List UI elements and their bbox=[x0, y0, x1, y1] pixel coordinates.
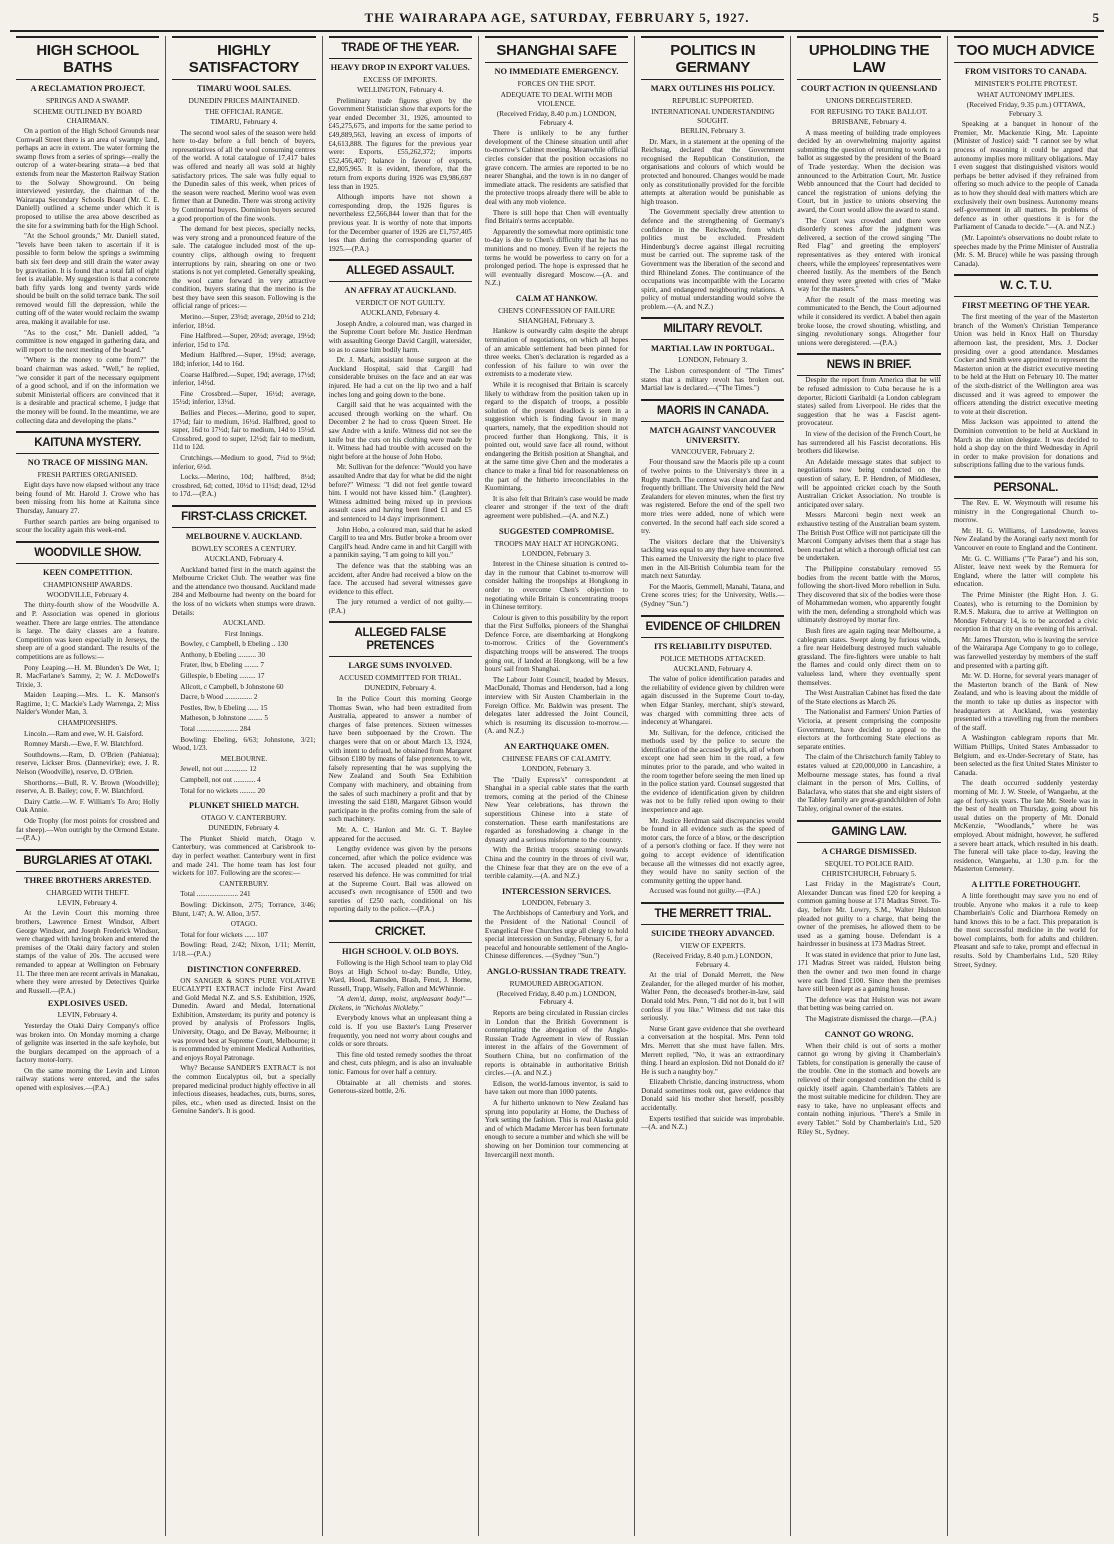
paragraph: With the British troops steaming towards China and the country in the throes of civil war, the Chinese fear that they are on the eve of a terrible calamity.—(A. and N.Z.) bbox=[484, 846, 629, 881]
deck: ITS RELIABILITY DISPUTED. bbox=[653, 641, 772, 651]
headline: POLITICS IN GERMANY bbox=[641, 36, 784, 80]
paragraph: Why? Because SANDER'S EXTRACT is not the common Eucalyptus oil, but a specially prepared medicinal product highly effective in all infectious diseases, headaches, cuts, burns, sores, piles, etc., when used as directed. Insist on the Genuine Sander's. It is good. bbox=[172, 1064, 316, 1116]
paragraph: Experts testified that suicide was improbable.—(A. and N.Z.) bbox=[641, 1114, 785, 1132]
headline: HIGH SCHOOL BATHS bbox=[16, 36, 159, 80]
dateline: SHANGHAI, February 3. bbox=[518, 315, 595, 325]
deck: SUICIDE THEORY ADVANCED. bbox=[651, 928, 775, 938]
paragraph: It was stated in evidence that prior to June last, 171 Madras Street was raided, Hulston being then the owner and two men found in charge were each fined £100. Since then the premises have still been kept as a gaming house. bbox=[797, 950, 941, 994]
dateline: LONDON, February 3. bbox=[522, 897, 591, 907]
headline: ALLEGED FALSE PRETENCES bbox=[329, 621, 472, 657]
article-evidence-children bbox=[641, 615, 784, 896]
deck: HEAVY DROP IN EXPORT VALUES. bbox=[330, 63, 470, 72]
paragraph: Obtainable at all chemists and stores. Generous-sized bottle, 2/6. bbox=[328, 1078, 472, 1096]
bowling-line: Bowling: Ebeling, 6/63; Johnstone, 3/21; Wood, 1/23. bbox=[172, 735, 316, 753]
paragraph: While it is recognised that Britain is scarcely likely to withdraw from the position taken up in regard to the dispatch of troops, a possible solution of the present deadlock is seen in a suggestion which is finding favour in many quarters, namely, that the expedition should not proceed further than Hongkong. This, it is pointed out, would save face all round, without endangering the British position at Shanghai, and at the same time give Chen and the moderates a chance to make a final bid for reasonableness on the part of the hitherto irreconcilables in the Kuomintang. bbox=[484, 381, 629, 493]
headline: CRICKET. bbox=[329, 920, 472, 943]
paragraph: Everybody knows what an unpleasant thing a cold is. If you use Baxter's Lung Preserver frequently, you need not worry about coughs and colds or sore throats. bbox=[328, 1014, 472, 1049]
headline: MAORIS IN CANADA. bbox=[641, 399, 784, 422]
paragraph: Dr. J. Mark, assistant house surgeon at the Auckland Hospital, said that Cargill had considerable bruises on the face and an ear was injured. He had a cut on the lip two and a half inches long and going down to the bone. bbox=[328, 356, 472, 399]
paragraph: A mass meeting of building trade employees decided by an overwhelming majority against submitting the question of returning to work to a ballot as suggested by the president of the Board of Trade yesterday. When the decision was announced to the Arbitration Court, Mr. Justice Webb announced that the Court had decided to cancel the registration of unions defying the Court, but in justice to unions observing the award, the Court would allow the award to stand. bbox=[797, 128, 941, 214]
bowling-line: Bowling: Read, 2/42; Nixon, 1/11; Merritt, 1/18.—(P.A.) bbox=[172, 941, 316, 958]
score-total: Total for four wickets ...... 107 bbox=[180, 930, 268, 939]
deck: SUGGESTED COMPROMISE. bbox=[499, 526, 614, 536]
paragraph: The West Australian Cabinet has fixed the date of the State elections as March 26. bbox=[797, 689, 941, 706]
article-high-school-baths bbox=[16, 36, 159, 425]
score-line: Bowley, c Campbell, b Ebeling .. 130 bbox=[180, 640, 289, 649]
subdeck: BOWLEY SCORES A CENTURY. bbox=[191, 543, 297, 553]
paragraph: Mr. James Thurston, who is leaving the service of the Wairarapa Age Company to go to college, was farewelled yesterday by members of the staff and presented with a parting gift. bbox=[953, 635, 1098, 670]
dateline: AUCKLAND, February 4. bbox=[204, 553, 284, 563]
deck: A RECLAMATION PROJECT. bbox=[30, 84, 145, 93]
deck: A LITTLE FORETHOUGHT. bbox=[971, 879, 1081, 889]
paragraph: Edison, the world-famous inventor, is said to have taken out more than 1000 patents. bbox=[484, 1079, 629, 1097]
paragraph: The thirty-fourth show of the Woodville A. and P. Association was opened in glorious weather. There are large entries. The attendance is large. The dairy classes are a feature. Competition was keen especially in Jerseys, the sheep are of a good standard. The results of the competitions are as follows:— bbox=[16, 601, 160, 661]
dateline: LONDON, February 3. bbox=[678, 355, 748, 365]
deck: CALM AT HANKOW. bbox=[515, 293, 598, 303]
paragraph: Dairy Cattle.—W. F. William's To Aro; Holly Oak Annie. bbox=[16, 797, 160, 815]
subdeck: CHINESE FEARS OF CALAMITY. bbox=[501, 754, 612, 763]
paragraph: (Mr. Lapointe's observations no doubt relate to speeches made by the Prime Minister of Australia (Mr. S. M. Bruce) while he was passing through Canada). bbox=[953, 233, 1098, 268]
score-total: Total ....................... 284 bbox=[180, 725, 251, 734]
paragraph: Lengthy evidence was given by the persons concerned, after which the police evidence was taken. The accused pleaded not guilty, and reserved his defence. He was committed for trial at the Supreme Court. Bail was allowed on accused's own recognisance of £500 and two sureties of £250 each, conditional on his reporting daily to the police.—(P.A.) bbox=[328, 845, 472, 914]
paragraph: The Magistrate dismissed the charge.—(P.A.) bbox=[805, 1015, 937, 1024]
bowling-line: Bowling: Dickinson, 2/75; Torrance, 3/46; Blunt, 1/47; A. W. Alloo, 3/57. bbox=[172, 900, 316, 918]
dateline: (Received Friday, 8.40 p.m.) LONDON, February 4. bbox=[496, 988, 617, 1007]
article-woodville-show bbox=[16, 541, 159, 843]
deck: MARX OUTLINES HIS POLICY. bbox=[650, 84, 775, 93]
article-little-forethought bbox=[954, 880, 1098, 969]
paragraph: Four thousand saw the Maoris pile up a count of twelve points to the University's three in a Rugby match. The contest was clean and fast and frequently brilliant. The University held the New Zealanders for eleven minutes, when the first try was registered. Before the end of the spell two more tries were added, none of which were converted. In the second half each side scored a try. bbox=[641, 458, 785, 536]
article-suggested-compromise bbox=[485, 527, 628, 736]
team-label: AUCKLAND. bbox=[222, 619, 265, 628]
paragraph: A little forethought may save you no end of trouble. Anyone who makes it a rule to keep Chamberlain's Colic and Diarrhoea Remedy on hand knows this to be a fact. This preparation is the most successful medicine in the world for bowel complaints, both for adults and children. Pleasant and safe to take, prompt and effectual in results. Sold by Chamberlains Ltd., 520 Riley Street, Sydney. bbox=[953, 891, 1098, 969]
paragraph: "Where is the money to come from?" the board chairman was asked. "Well," he replied, "we consider it part of the necessary equipment of a good school, and if on the information we submit Ministerial officers are convinced that it is a desirable and practical scheme, I judge that the money will be found. In the meantime, we are collecting data and developing the plans." bbox=[16, 356, 160, 425]
headline: UPHOLDING THE LAW bbox=[797, 36, 940, 80]
paragraph: Hankow is outwardly calm despite the abrupt termination of negotiations, on which all hopes of an amicable settlement had been pinned for three weeks. Chen's declaration is regarded as a confession of his failure to win over the extremists to a moderate view. bbox=[484, 327, 629, 379]
subdeck: SPRINGS AND A SWAMP. bbox=[45, 96, 130, 105]
headline: MILITARY REVOLT. bbox=[641, 317, 784, 340]
headline: HIGHLY SATISFACTORY bbox=[172, 36, 315, 80]
headline: EVIDENCE OF CHILDREN bbox=[641, 615, 784, 638]
subdeck: FORCES ON THE SPOT. bbox=[517, 79, 596, 88]
paragraph: Bush fires are again raging near Melbourne, a cablegram states. Swept along by furious winds, a fire near Heidelburg destroyed much valuable grassland. The fire-fighters were unable to halt the flames and could only direct them on to valueless land, where they eventually spent themselves. bbox=[797, 627, 941, 687]
paragraph: ON SANGER & SON'S PURE VOLATIVE EUCALYPTI EXTRACT include First Award and Gold Medal N.Z. and S.S. Exhibition, 1926, Dunedin. Award and Medal, International Exhibition, Amsterdam; its purity and potency is proved by analysis of Professors Inglis, University, Otago, and De Bavay, Melbourne; it was proved best at Supreme Court, Melbourne; it is recommended by eminent Medical Authorities, and enjoys Royal Patronage. bbox=[172, 976, 316, 1062]
paragraph: Crutchings.—Medium to good, 7½d to 9½d; inferior, 6½d. bbox=[172, 453, 316, 471]
paragraph: Accused was found not guilty.—(P.A.) bbox=[649, 887, 761, 896]
paragraph: Dr. Marx, in a statement at the opening of the Reichstag, declared that the Government recognised the Republican Constitution, the organisations and colours of which would be protected and honoured. Changes would be made only as constitutionally provided for the forcible attempts at alteration would be punishable as high treason. bbox=[641, 137, 785, 206]
headline: FIRST-CLASS CRICKET. bbox=[172, 505, 315, 528]
paragraph: Fine Halfbred.—Super, 20½d; average, 19½d; inferior, 15d to 17d. bbox=[172, 332, 316, 349]
headline: SHANGHAI SAFE bbox=[485, 36, 628, 63]
paragraph: The Government specially drew attention to defence and the strengthening of Germany's confidence in the Reichswehr, from which politics must be excluded. President Hindenburg's decree against illegal recruiting must be carried out. The supreme task of the Government was the liberation of the second and third Rhineland Zones. The continuance of the occupations was incompatible with the Locarno spirit, and endangered neighbouring relations. A policy of mutual understanding would solve the problem.—(A. and N.Z.) bbox=[641, 208, 785, 311]
score-line: Anthony, b Ebeling .......... 30 bbox=[180, 650, 266, 659]
paragraph: The Archbishops of Canterbury and York, and the President of the National Council of Evangelical Free Churches urge all clergy to hold special intercession on Sunday, February 6, for a peaceful and honourable settlement of the Anglo-Chinese differences. —(Sydney "Sun.") bbox=[484, 909, 629, 961]
paragraph: After the result of the mass meeting was communicated to the Bench, the Court adjourned while it considered its verdict. A babel then again broke loose, the crowd shouting, whistling, and singing revolutionary songs. Altogether four unions were deregistered. —(P.A.) bbox=[797, 295, 941, 347]
masthead bbox=[10, 6, 1104, 32]
paragraph: "As to the cost," Mr. Daniell added, "a committee is now engaged in gathering data, and will report to the next meeting of the board." bbox=[16, 328, 160, 354]
subdeck: EXCESS OF IMPORTS. bbox=[363, 75, 438, 84]
subdeck: CHAMPIONSHIP AWARDS. bbox=[43, 579, 133, 589]
article-military-revolt bbox=[641, 317, 784, 392]
score-line: Dacre, b Wood ............... 2 bbox=[180, 693, 258, 702]
dateline: TIMARU, February 4. bbox=[210, 117, 278, 126]
paragraph: Mr. A. C. Hanlon and Mr. G. T. Baylee appeared for the accused. bbox=[328, 825, 472, 843]
subdeck: POLICE METHODS ATTACKED. bbox=[660, 653, 766, 663]
paragraph: Cargill said that he was acquainted with the accused through working on the wharf. On December 2 he had to cross Queen Street. He saw Andre with a knife. Witness did not see the knife but the cuts on his clothing were made by it. Witness had had trouble with accused on the night before at the house of John Hobo. bbox=[328, 401, 472, 461]
paragraph: The defence was that Hulston was not aware that betting was being carried on. bbox=[797, 995, 941, 1013]
deck: LARGE SUMS INVOLVED. bbox=[348, 661, 452, 671]
paragraph: An Adelaide message states that subject to negotiations now being conducted on the question of salary, E. P. Hendren, of Middlesex, will be appointed cricket coach by the South Australian Cricket Association. No trouble is anticipated over salary. bbox=[797, 457, 941, 509]
column-5 bbox=[635, 36, 791, 1536]
masthead-title: THE WAIRARAPA AGE, SATURDAY, FEBRUARY 5, 1927. bbox=[364, 10, 750, 25]
article-cannot-go-wrong bbox=[797, 1030, 940, 1137]
paragraph: Mr. Sullivan, for the defence, criticised the methods used by the police to secure the identification of the accused by girls, all of whom except one had seen him in the road, a few minutes prior to the parade, and who waited in the room together before seeing the men lined up in the police station yard. Counsel suggested that the evidence of identification given by children was not to be fully relied upon owing to their inexperience and age. bbox=[641, 728, 785, 815]
paragraph: The Prime Minister (the Right Hon. J. G. Coates), who is returning to the Dominion by R.M.S. Makura, due to arrive at Wellington on Monday February 14, is to be accorded a civic reception in that city on the evening of his arrival. bbox=[953, 590, 1098, 634]
deck: FIRST MEETING OF THE YEAR. bbox=[961, 301, 1090, 311]
headline: TOO MUCH ADVICE bbox=[954, 36, 1098, 63]
subdeck: THE OFFICIAL RANGE. bbox=[204, 107, 284, 116]
subdeck: SCHEME OUTLINED BY BOARD CHAIRMAN. bbox=[33, 107, 143, 125]
paragraph: Mr. Justice Herdman said discrepancies would be found in all evidence such as the speed of motor cars, the force of a blow, or the description of a person's clothing or face. If they were not going to accept evidence of identification because all the witnesses did not exactly agree, they would have no sanity section of the community getting the upper hand. bbox=[641, 816, 785, 885]
dateline: BRISBANE, February 4. bbox=[831, 117, 907, 126]
dateline: (Received Friday, 8.40 p.m.) LONDON, February 4. bbox=[652, 950, 773, 969]
paragraph: Last Friday in the Magistrate's Court, Alexander Duncan was fined £20 for keeping a common gaming house at 171 Madras Street. To-day, before Mr. Lowry, S.M., Walter Hulston pleaded not guilty to a charge, that being the owner of the premises, he allowed them to be used as a gaming house. Defendant is a hairdresser in business at 173 Madras Street. bbox=[797, 880, 941, 949]
deck: FROM VISITORS TO CANADA. bbox=[964, 67, 1087, 76]
subdeck: DUNEDIN PRICES MAINTAINED. bbox=[188, 96, 300, 105]
subdeck: INTERNATIONAL UNDERSTANDING SOUGHT. bbox=[651, 107, 775, 125]
score-line: Postles, lbw, b Ebeling ...... 15 bbox=[180, 703, 268, 712]
paragraph: Reports are being circulated in Russian circles in London that the British Government is contemplating the abrogation of the Anglo-Russian Trade Agreement in view of Russian interest in the affairs of the Government of Southern China, but no confirmation of the reports is obtainable in authoritative British circles.—(A. and N.Z.) bbox=[484, 1009, 629, 1078]
paragraph: Mr. Sullivan for the defence: "Would you have assaulted Andre that day for what he did the night before?" Witness: "I did not feel gentle toward him. I would not have kissed him." (Laughter). Witness admitted being mixed up in previous assault cases and having been fined £1 and £5 and sentenced to 14 days' imprisonment. bbox=[328, 463, 472, 523]
deck: ANGLO-RUSSIAN TRADE TREATY. bbox=[486, 966, 627, 976]
paragraph: It is also felt that Britain's case would be made clearer and stronger if the text of the draft agreement were published.—(A. and N.Z.) bbox=[484, 494, 629, 520]
paragraph: Auckland batted first in the match against the Melbourne Cricket Club. The weather was fine and the attendance two thousand. Auckland made 284 and Melbourne had twenty on the board for the loss of no wickets when stumps were drawn. Details: bbox=[172, 565, 316, 617]
paragraph: For the Maoris, Gemmell, Manahi, Tatana, and Crene scores tries; for the University, Wells.—(Sydney "Sun.") bbox=[641, 582, 785, 608]
deck: KEEN COMPETITION. bbox=[42, 567, 133, 577]
score-total: Total for no wickets ......... 20 bbox=[180, 786, 265, 795]
score-line: Gillespie, b Ebeling ......... 17 bbox=[180, 672, 265, 681]
deck: A CHARGE DISMISSED. bbox=[821, 846, 917, 856]
deck: DISTINCTION CONFERRED. bbox=[187, 964, 301, 974]
paragraph: On a portion of the High School Grounds near Cornwall Street there is an area of swampy land, perhaps an acre in extent. The water forming the swamp flows from a series of springs—really the outcrop of a water-bearing strata—a bed that extends from near the Masterton Railway Station to the Solway Showground. On being interviewed yesterday, the chairman of the Wairarapa Secondary Schools Board (Mr. C. E. Daniell) outlined a scheme under which it is proposed to utilise the area above described as the site for a swimming bath for the High School. bbox=[16, 127, 160, 230]
deck: AN EARTHQUAKE OMEN. bbox=[504, 742, 609, 751]
headline: GAMING LAW. bbox=[797, 820, 940, 843]
paragraph: When their child is out of sorts a mother cannot go wrong by giving it Chamberlain's Tablets, for constipation is generally the cause of the trouble. One in the stomach and bowels are relieved of their congested condition the child is quickly itself again. Chamberlain's Tablets are the most suitable medicine for children. They are easy to take, have no unpleasant effects and contain nothing injurious. "There's a Smile in every Tablet." Sold by Chamberlain's Ltd., 520 Riley St., Sydney. bbox=[797, 1041, 941, 1136]
paragraph: Following is the High School team to play Old Boys at High School to-day: Bundle, Utley, Ward, Hood, Ramsden, Brash, Fenst, J. Horne, Russell, Trapp, Wisely, Fallon and McWhinnie. bbox=[328, 958, 472, 993]
article-trade-of-year bbox=[329, 36, 472, 253]
subdeck: WHAT AUTONOMY IMPLIES. bbox=[976, 90, 1075, 99]
paragraph: Elizabeth Christie, dancing instructress, whom Donald sometimes took out, gave evidence that Donald said his mother shot herself, possibly accidentally. bbox=[641, 1078, 785, 1113]
headline: BURGLARIES AT OTAKI. bbox=[16, 849, 159, 872]
dateline: CHRISTCHURCH, February 5. bbox=[821, 868, 917, 878]
paragraph: At the Levin Court this morning three brothers, Lawrence Ernest Windsor, Albert George Windsor, and Joseph Frederick Windsor, were charged with having broken and entered the premises of the Otaki dairy factory and stolen stamps of the value of 20s. The accused were remanded to appear at Wellington on February 11. The three men are recent arrivals in Manakau, where they were arrested by Detectives Quirke and Russell.—(P.A.) bbox=[16, 909, 160, 995]
article-anglo-russian-trade bbox=[485, 967, 628, 1159]
subdeck: ACCUSED COMMITTED FOR TRIAL. bbox=[338, 673, 462, 683]
headline: W. C. T. U. bbox=[954, 274, 1098, 297]
paragraph: There is unlikely to be any further development of the Chinese situation until after to-morrow's Cabinet meeting. Meanwhile official circles consider that the position occasions no grave concern. The armies are reported to be no nearer Shanghai, and the town is in no danger of immediate attack. The residents are satisfied that the protective troops already there will be able to deal with any mob violence. bbox=[484, 129, 629, 206]
paragraph: Ode Trophy (for most points for crossbred and fat sheep).—Won outright by the Ormond Estate.—(P.A.) bbox=[16, 817, 160, 843]
dateline: LONDON, February 3. bbox=[522, 764, 591, 773]
paragraph: Locks.—Merino, 10d; halfbred, 8½d; crossbred, 6d; cotted, 10½d to 11½d; dead, 12½d to 17d.—(P.A.) bbox=[172, 473, 316, 499]
dateline: WELLINGTON, February 4. bbox=[356, 85, 444, 94]
paragraph: Merino.—Super, 23½d; average, 20½d to 21d; inferior, 18½d. bbox=[172, 313, 316, 330]
dateline: DUNEDIN, February 4. bbox=[364, 683, 436, 693]
paragraph: Apparently the somewhat more optimistic tone to-day is due to Chen's difficulty that he has no munitions and no money. Even if he rejects the terms he would be powerless to carry on for a prolonged period. The hope is expressed that he will eventually disregard Moscow.—(A. and N.Z.) bbox=[484, 227, 629, 288]
deck: NO IMMEDIATE EMERGENCY. bbox=[494, 67, 619, 76]
dateline: LEVIN, February 4. bbox=[57, 897, 118, 907]
paragraph: Medium Halfbred.—Super, 19½d; average, 18d; inferior, 14d to 16d. bbox=[172, 351, 316, 369]
column-4 bbox=[479, 36, 635, 1536]
paragraph: Nurse Grant gave evidence that she overheard a conversation at the hospital. Mrs. Penn told Mrs. Merrett that she must have fallen. Mrs. Merrett replied, "No, it was an extraordinary thing. I heard an explosion. Did not Donald do it? He is such a naughty boy." bbox=[641, 1024, 785, 1076]
subdeck: FOR REFUSING TO TAKE BALLOT. bbox=[810, 107, 928, 116]
subdeck: SEQUEL TO POLICE RAID. bbox=[824, 858, 914, 868]
deck: CANNOT GO WRONG. bbox=[824, 1029, 914, 1039]
deck: PLUNKET SHIELD MATCH. bbox=[189, 801, 299, 811]
paragraph: Shorthorns.—Bull, R. V. Brown (Woodville); reserve, A. B. Bailey; cow, F. W. Blatchford. bbox=[16, 778, 160, 796]
deck: COURT ACTION IN QUEENSLAND bbox=[800, 84, 938, 93]
deck: EXPLOSIVES USED. bbox=[47, 999, 128, 1009]
score-line: Frater, lbw, b Ebeling ........ 7 bbox=[180, 661, 264, 670]
article-upholding-law bbox=[797, 36, 940, 347]
team-label: MELBOURNE. bbox=[220, 754, 268, 763]
subdeck: VERDICT OF NOT GUILTY. bbox=[355, 298, 446, 308]
deck: MARTIAL LAW IN PORTUGAL. bbox=[651, 344, 775, 354]
dateline: VANCOUVER, February 2. bbox=[671, 446, 755, 456]
article-timaru-wool bbox=[172, 36, 315, 499]
paragraph: Mr. G. C. Williams ("Te Parae") and his son, Alister, leave next week by the Remuera for England, where the latter will complete his education. bbox=[953, 554, 1098, 589]
deck: THREE BROTHERS ARRESTED. bbox=[23, 875, 152, 885]
paragraph: In view of the decision of the French Court, he has surrendered all his Fascist decorations. His brothers did likewise. bbox=[797, 430, 941, 456]
article-calm-hankow bbox=[485, 294, 628, 521]
paragraph: Messrs Marconi begin next week an exhaustive testing of the Australian beam system. The British Post Office will not participate till the Marconi Company advises them that a stage has been reached at which a thorough official test can be undertaken. bbox=[797, 511, 941, 563]
article-false-pretences bbox=[329, 621, 472, 913]
paragraph: Fine Crossbred.—Super, 16½d; average, 15½d; inferior, 13½d. bbox=[172, 389, 316, 407]
article-maoris-canada bbox=[641, 399, 784, 609]
paragraph: On the same morning the Levin and Linton railway stations were entered, and the safes opened with explosives.—(P.A.) bbox=[16, 1066, 160, 1093]
subdeck: TROOPS MAY HALT AT HONGKONG. bbox=[494, 538, 619, 548]
paragraph: The value of police identification parades and the reliability of evidence given by children were again discussed in the Supreme Court to-day, when Edgar Stanley, merchant, ship's steward, was charged with committing three acts of indecency at Whangarei. bbox=[641, 675, 785, 727]
deck: INTERCESSION SERVICES. bbox=[501, 886, 612, 896]
paragraph: The Nationalist and Farmers' Union Parties of Victoria, at present comprising the composite Government, have decided to appeal to the electors at the forthcoming State elections as separate entities. bbox=[797, 708, 941, 751]
deck: MELBOURNE V. AUCKLAND. bbox=[185, 531, 302, 541]
subdeck: UNIONS DEREGISTERED. bbox=[825, 96, 913, 105]
article-intercession-services bbox=[485, 887, 628, 961]
dateline: WOODVILLE, February 4. bbox=[46, 589, 129, 599]
paragraph: Further search parties are being organised to scour the locality again this week-end. bbox=[16, 517, 160, 535]
paragraph: The first meeting of the year of the Masterton branch of the Women's Christian Temperance Union was held in Knox Hall on Thursday afternoon last, the president, Mrs. J. Docker presiding over a good attendance. Mesdames Cocker and Smith were appointed to represent the Masterton union at the district executive meeting to be held at the Hutt on February 10. The matter of the sixth-district of the Wellington area was discussed and it was agreed to empower the officers attending the district executive meeting to vote at their discretion. bbox=[953, 313, 1098, 416]
article-news-in-brief bbox=[797, 353, 940, 813]
paragraph: Although imports have not shown a corresponding drop, the 1926 figures is nevertheless £2,566,844 lower than that for the previous year. It is worthy of note that imports for the December quarter of 1926 are £1,757,405 less than during the corresponding quarter of 1925.—(P.A.) bbox=[328, 193, 472, 253]
paragraph: Colour is given to this possibility by the report that the First Suffolks, pioneers of the Shanghai Defence Force, are disembarking at Hongkong to-morrow. Critics of the Government's dispatching troops will be answered. The troops going out, if landed at Hongkong, will be a few hours' sail from Shanghai. bbox=[484, 613, 629, 674]
paragraph: Bellies and Pieces.—Merino, good to super, 17½d; fair to medium, 16½d. Halfbred, good to super, 16d to 17½d; fair to medium, 14d to 15½d. Crossbred, good to super, 12½d; fair to medium, 11d to 12d. bbox=[172, 409, 316, 452]
paragraph: The visitors declare that the University's tackling was equal to any they have encountered. This earned the University the right to place five men in the All-British Columbia team for the match next Saturday. bbox=[641, 537, 785, 581]
paragraph: Southdowns.—Ram, D. O'Brien (Pahiatua); reserve, Lickser Bros. (Dannevirke); ewe, J. R. Nelson (Woodville), reserve, D. O'Brien. bbox=[16, 750, 160, 777]
article-first-class-cricket bbox=[172, 505, 315, 795]
article-distinction-advert bbox=[172, 965, 315, 1117]
paragraph: The "Daily Express's" correspondent at Shanghai in a special cable states that the earth tremors, coming at the period of the Chinese New Year celebrations, has thrown the superstitious Chinese into a state of consternation. These earth manifestations are regarded as foreshadowing a change in the dynasty and a serious misfortune to the country. bbox=[484, 775, 629, 844]
article-burglaries-otaki bbox=[16, 849, 159, 1093]
paragraph: John Hobo, a coloured man, said that he asked Cargill to tea and Mrs. Butler broke a broom over Cargill's head. Andre came in and hit Cargill with a pannikin saying, "I am going to kill you." bbox=[328, 525, 472, 560]
subdeck: CHEN'S CONFESSION OF FAILURE bbox=[498, 305, 615, 315]
score-line: Campbell, not out ............ 4 bbox=[180, 776, 261, 784]
paragraph: The second wool sales of the season were held here to-day before a full bench of buyers, representatives of all the wool consuming centres of the world. A total catalogue of 17,417 bales was offered and nearly all was sold at highly satisfactory prices. The sale was fully equal to the Dunedin sales of this week, when prices of the season were reached. Merino wool was even firmer than at Dunedin. There was strong activity by Continental buyers. Dominion buyers secured a good proportion of the fine wools. bbox=[172, 128, 316, 223]
score-line: Matheson, b Johnstone ........ 5 bbox=[180, 714, 268, 723]
headline: TRADE OF THE YEAR. bbox=[329, 36, 472, 59]
dateline: LEVIN, February 4. bbox=[57, 1010, 118, 1020]
paragraph: This fine old tested remedy soothes the throat and chest, cuts phlegm, and is also an invaluable tonic. Famous for over half a century. bbox=[328, 1050, 472, 1077]
paragraph: The demand for best pieces, specially necks, was very strong and a pronounced feature of the sale. The catalogue included most of the up-country clips, although owing to frequent interruptions by rain, shearing on one or two stations is not yet completed. Generally speaking, the wool came forward in very attractive condition, buyers stating that the merino is the best they have seen this season. Following is the official range of prices:— bbox=[172, 225, 316, 311]
paragraph: The death occurred suddenly yesterday morning of Mr. J. W. Steele, of Wangaehu, at the age of forty-six years. The late Mr. Steele was in the best of health on Thursday, going about his usual duties on the property of Mr. Donald McKenzie, "Woodlands," where he was employed. About midnight, however, he suffered a severe heart attack, which resulted in his death. The funeral will take place to-day, leaving the residence, Wangaehu, at 1.30 p.m. for the Masterton Cemetery. bbox=[953, 779, 1098, 874]
deck: MATCH AGAINST VANCOUVER UNIVERSITY. bbox=[649, 425, 776, 445]
article-cricket bbox=[329, 920, 472, 1096]
article-plunket-shield bbox=[172, 801, 315, 958]
deck: TIMARU WOOL SALES. bbox=[196, 84, 291, 93]
paragraph: There is still hope that Chen will eventually find Britain's terms acceptable. bbox=[484, 208, 629, 226]
subdeck: RUMOURED ABROGATION. bbox=[509, 978, 604, 988]
paragraph: The jury returned a verdict of not guilty.—(P.A.) bbox=[328, 598, 472, 615]
article-gaming-law bbox=[797, 820, 940, 1024]
paragraph: A fur hitherto unknown to New Zealand has sprung into popularity at Home, the Duchess of York setting the fashion. This is real Alaska gold and of which Madame Mercer has been fortunate enough to secure a number and which she will be showing on her Dominion tour commencing at Invercargill next month. bbox=[484, 1099, 629, 1159]
paragraph: A Washington cablegram reports that Mr. William Phillips, United States Ambassador to Belgium, and ex-Under-Secretary of State, has been selected as the first United States Minister to Canada. bbox=[953, 734, 1098, 777]
deck: NO TRACE OF MISSING MAN. bbox=[27, 458, 148, 468]
article-earthquake-omen bbox=[485, 742, 628, 881]
subdeck: OTAGO V. CANTERBURY. bbox=[201, 813, 287, 823]
column-3 bbox=[323, 36, 479, 1536]
paragraph: Eight days have now elapsed without any trace being found of Mr. Harold J. Crowe who has been missing from his home at Kaituna since Thursday, January 27. bbox=[16, 481, 160, 515]
paragraph: The Lisbon correspondent of "The Times" states that a military revolt has broken out. Martial law is declared.—("The Times.") bbox=[641, 367, 785, 393]
headline: THE MERRETT TRIAL. bbox=[641, 902, 784, 925]
headline: KAITUNA MYSTERY. bbox=[16, 431, 159, 454]
paragraph: Speaking at a banquet in honour of the Premier, Mr. Mackenzie King, Mr. Lapointe (Minister of Justice) said: "I cannot see by what process of reasoning it could be argued that autonomy implies more military obligations. May I even suggest that distinguished visitors would perhaps be better advised if they refrained from offering so much advice to the people of Canada as to how they should deal with matters which are exclusively their own business. Autonomy means self-government in all matters. In problems of defence as in other questions it is for the Parliament of Canada to decide."—(A. and N.Z.) bbox=[953, 120, 1098, 232]
article-too-much-advice bbox=[954, 36, 1098, 268]
paragraph: The Philippine constabulary removed 55 bodies from the recent battle with the Moros, following the short-lived Moro rebellion in Sulu. They discovered that six of the bodies were those of Mohammedan women, who apparently fought with the men, defending a stronghold which was ultimately destroyed by mortar fire. bbox=[797, 564, 941, 625]
dateline: LONDON, February 3. bbox=[522, 548, 591, 558]
column-7 bbox=[948, 36, 1104, 1536]
paragraph: Yesterday the Otaki Dairy Company's office was broken into. On Monday morning a charge of gelignite was inserted in the safe keyhole, but the burglars decamped on the approach of a factory motor-lorry. bbox=[16, 1021, 160, 1065]
paragraph: The defence was that the stabbing was an accident, after Andre had received a blow on the face. The accused had several witnesses gave evidence to this effect. bbox=[328, 561, 472, 596]
article-wctu bbox=[954, 274, 1098, 470]
article-shanghai-safe bbox=[485, 36, 628, 288]
paragraph: Despite the report from America that he will be refused admission to Cuba because he is a deporter, Riciotti Garibaldi (a London cablegram states) sailed from Liverpool. He rides that the suggestion that he was a Fascist agent-provocateur. bbox=[797, 376, 941, 428]
subdeck: ADEQUATE TO DEAL WITH MOB VIOLENCE. bbox=[500, 90, 613, 108]
paragraph: Interest in the Chinese situation is centred to-day in the rumour that Cabinet to-morrow will consider halting the troopships at Hongkong in order to overcome Chen's objection to negotiating while Britain is concentrating troops in Chinese territory. bbox=[484, 560, 629, 612]
paragraph: "At the School grounds," Mr. Daniell stated, "levels have been taken to ascertain if it is possible to form below the springs a swimming bath six feet deep and still drain the water away by gravitation. It is found that a total fall of eight feet is available. My suggestion is that a concrete bath fifty yards long and twenty yards wide should be built on the solid terrace bank. The soil removed would fill the depression, while the cutting off of the water would reclaim the swamp area, making it available for use. bbox=[16, 232, 160, 327]
dateline: BERLIN, February 3. bbox=[680, 126, 745, 135]
paragraph: Lincoln.—Ram and ewe, W. H. Gaisford. bbox=[24, 729, 144, 738]
paragraph: In the Police Court this morning George Thomas Swan, who had been extradited from Australia, appeared to answer a number of charges of false pretences. Sixteen witnesses have been subpoenaed by the Crown. The charges were that on or about March 13, 1924, with intent to defraud, he obtained from Margaret Gibson £180 by means of false pretences, to wit, falsely representing that he was supplying the New Zealand and South Sea Exhibition Company with machinery, and obtaining from the sales of such machinery a profit and that by investing the said £180, Margaret Gibson would participate in the profits coming from the sale of such machinery. bbox=[328, 695, 472, 824]
column-6 bbox=[791, 36, 947, 1536]
paragraph: The Labour Joint Council, headed by Messrs. MacDonald, Thomas and Henderson, had a long interview with Sir Austen Chamberlain in the Foreign Office. Mr. Baldwin was present. The delegates later addressed the Joint Council, which is resuming its discussion to-morrow.—(A. and N.Z.) bbox=[484, 675, 629, 736]
score-line: Jewell, not out ............. 12 bbox=[180, 765, 257, 774]
paragraph: Maiden Leaping.—Mrs. L. K. Manson's Ragtime, 1; C. Mackie's Lady Warrenga, 2; Miss Nalder's Wonder Man, 3. bbox=[16, 691, 160, 717]
newspaper-page bbox=[10, 36, 1104, 1536]
page-number: 5 bbox=[1092, 10, 1100, 25]
paragraph: Pony Leaping.—H. M. Blunden's De Wet, 1; R. MacFarlane's Sammy, 2; W. J. McDowell's Trixie, 3. bbox=[16, 663, 160, 689]
paragraph: The Rev. E. W. Weymouth will resume his ministry in the Congregational Church to-morrow. bbox=[953, 498, 1098, 525]
dateline: (Received Friday, 8.40 p.m.) LONDON, February 4. bbox=[496, 109, 617, 127]
team-label: CANTERBURY. bbox=[219, 879, 269, 888]
headline: WOODVILLE SHOW. bbox=[16, 541, 159, 564]
article-alleged-assault bbox=[329, 259, 472, 615]
paragraph: The Court was crowded and there were disorderly scenes after the judgment was delivered, a section of the crowd singing "The Red Flag" and greeting the employers' representatives as they entered with ironical cheers, while the employees' representatives were cheered lustily. As the members of the Bench entered they were greeted with cries of "Make way for the masters." bbox=[797, 216, 941, 294]
dateline: AUCKLAND, February 4. bbox=[360, 308, 440, 318]
score-total: Total ....................... 241 bbox=[180, 890, 251, 899]
deck: HIGH SCHOOL V. OLD BOYS. bbox=[341, 946, 459, 956]
column-1 bbox=[10, 36, 166, 1536]
article-merrett-trial bbox=[641, 902, 784, 1132]
article-personal bbox=[954, 476, 1098, 874]
article-politics-germany bbox=[641, 36, 784, 311]
paragraph: Miss Jackson was appointed to attend the Dominion convention to be held at Auckland in March as the union delegate. It was decided to hold a shop day on the third Wednesday in April in order to make provision for donations and subscriptions falling due to the various funds. bbox=[953, 418, 1098, 470]
paragraph: The Plunket Shield match, Otago v. Canterbury, was commenced at Carisbrook to-day in perfect weather. Canterbury went in first and made 241. The home team has lost four wickets for 107. Following are the scores:— bbox=[172, 834, 316, 878]
paragraph: Joseph Andre, a coloured man, was charged in the Supreme Court before Mr. Justice Herdman with assaulting George David Cargill, watersider, so as to cause him bodily harm. bbox=[328, 319, 472, 354]
subdeck: VIEW OF EXPERTS. bbox=[679, 940, 746, 950]
paragraph: The claim of the Christchurch family Tabley to estates valued at £20,000,000 in Lancashire, a Melbourne message states, has found a rival claimant in the person of Mrs. Collins, of Balaclava, who states that she and eight sisters of the Tabley family are great-grandchildren of John Tabley, original owner of the estates. bbox=[797, 753, 941, 813]
paragraph: "A dem'd, damp, moist, unpleasant body!"—Dickens, in "Nicholas Nickleby." bbox=[328, 995, 472, 1012]
headline: NEWS IN BRIEF. bbox=[797, 353, 940, 376]
paragraph: Mr. W. D. Horne, for several years manager of the Masterton branch of the Bank of New Zealand, and who is leaving about the middle of the month to take up duties as inspector with headquarters at Auckland, was yesterday presented with a travelling rug from the members of the staff. bbox=[953, 672, 1098, 732]
paragraph: Coarse Halfbred.—Super, 19d; average, 17½d; inferior, 14½d. bbox=[172, 370, 316, 388]
column-2 bbox=[166, 36, 322, 1536]
subdeck: FRESH PARTIES ORGANISED. bbox=[37, 470, 138, 480]
headline: PERSONAL. bbox=[954, 476, 1098, 499]
subdeck: REPUBLIC SUPPORTED. bbox=[672, 96, 754, 105]
section-label: CHAMPIONSHIPS. bbox=[57, 719, 118, 728]
article-kaituna-mystery bbox=[16, 431, 159, 535]
headline: ALLEGED ASSAULT. bbox=[329, 259, 472, 282]
paragraph: Preliminary trade figures given by the Government Statistician show that exports for the year ended December 31, 1926, amounted to £45,275,675, and imports for the same period to £49,889,563, leaving an excess of imports of £4,613,888. The figures for the previous year were: Exports, £55,262,372; imports £52,456,407; balance in favour of exports, £2,805,965. It is evident, therefore, that the return from exports during 1926 was £9,986,697 less than in 1925. bbox=[328, 96, 472, 191]
innings-label: First Innings. bbox=[224, 629, 264, 638]
dateline: (Received Friday, 9.35 p.m.) OTTAWA, February 3. bbox=[966, 100, 1086, 118]
paragraph: Romney Marsh.—Ewe, F. W. Blatchford. bbox=[24, 740, 144, 749]
subdeck: CHARGED WITH THEFT. bbox=[46, 887, 129, 897]
dateline: DUNEDIN, February 4. bbox=[208, 823, 280, 833]
dateline: AUCKLAND, February 4. bbox=[673, 663, 753, 673]
team-label: OTAGO. bbox=[230, 920, 258, 929]
subdeck: MINISTER'S POLITE PROTEST. bbox=[974, 79, 1078, 88]
paragraph: At the trial of Donald Merrett, the New Zealander, for the alleged murder of his mother, Walter Penn, the deceased's brother-in-law, said Donald told Mrs. Penn, "I did not do it, but I will confess if you like." Witness did not take this seriously. bbox=[641, 971, 785, 1023]
score-line: Allcott, c Campbell, b Johnstone 60 bbox=[180, 682, 284, 691]
paragraph: Mr. H. G. Williams, of Lansdowne, leaves New Zealand by the Aorangi early next month for Vancouver en route to England and the Continent. bbox=[953, 526, 1098, 552]
deck: AN AFFRAY AT AUCKLAND. bbox=[344, 286, 457, 296]
